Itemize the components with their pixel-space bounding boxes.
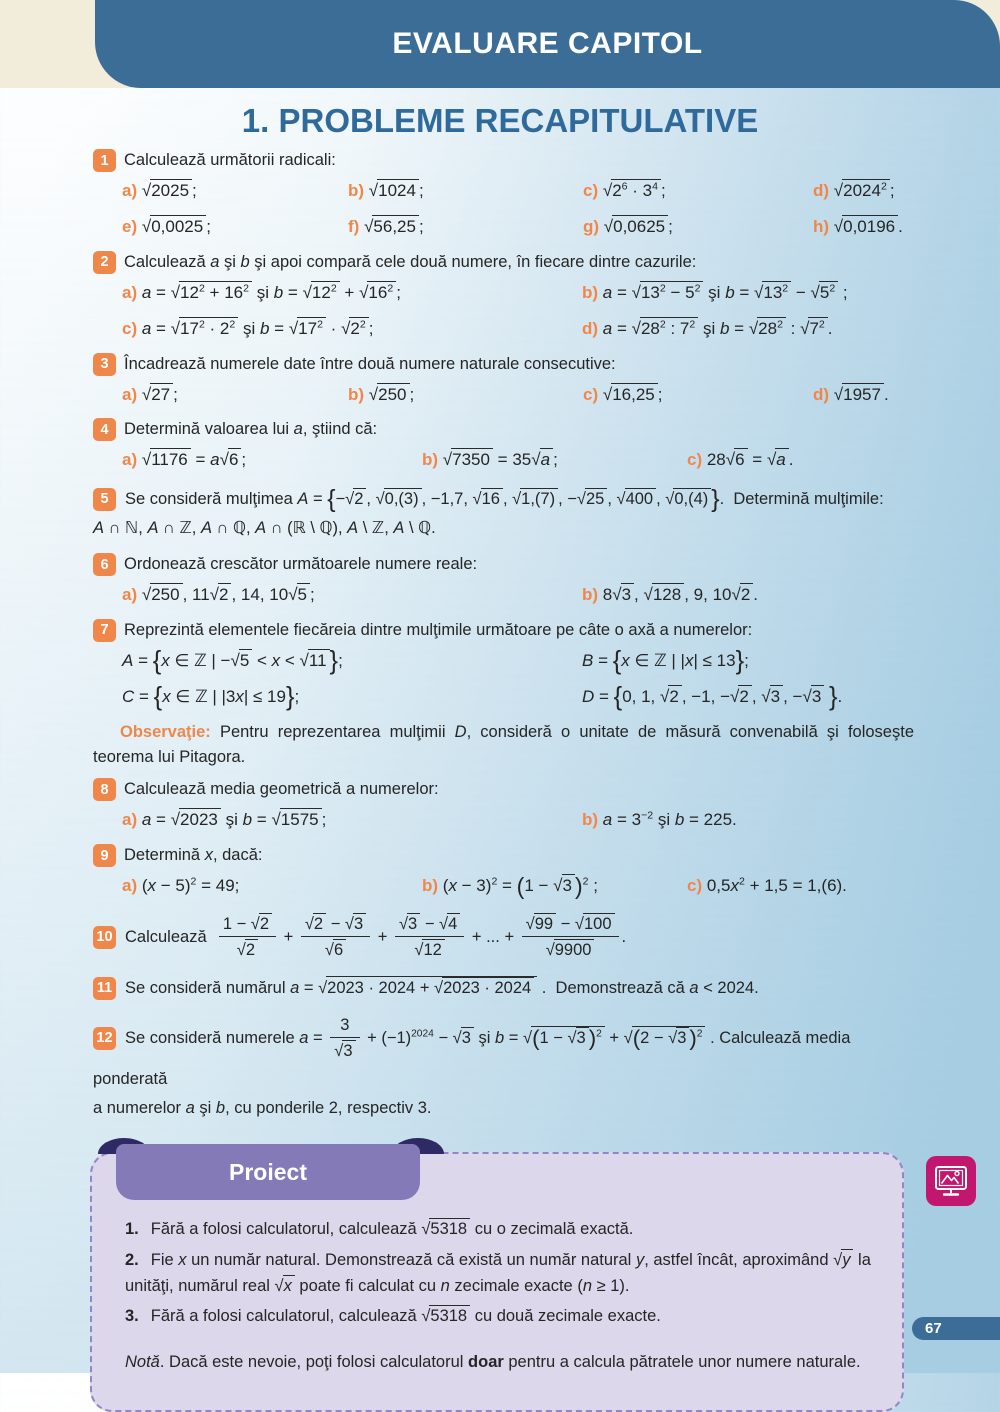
problem-parts-row: [93, 872, 914, 901]
problem-number-badge: 1: [93, 149, 116, 172]
part: a) √250 , 11√2 , 14, 10√5 ;: [122, 585, 315, 605]
proiect-banner: [116, 1144, 420, 1200]
problem-title: Reprezintă elementele fiecăreia dintre mulţimile următoare pe câte o axă a numerelor:: [124, 620, 753, 639]
part: f) √56,25 ;: [348, 216, 424, 236]
proiect-item-number: 1.: [125, 1220, 139, 1239]
problem-number-badge: 4: [93, 418, 116, 441]
observation-note: Observaţie: Pentru reprezentarea mulţimii D, consideră o unitate de măsură convenabilă şi foloseşte teorema lui Pitagora.: [93, 722, 914, 766]
problem-4: [93, 418, 914, 475]
media-screen-icon[interactable]: [926, 1156, 976, 1206]
problem-flow-text: Calculează $\frac{1 - √2}{√2}$ + $\frac{√2 - √3}{√6}$ + $\frac{√3 - √4}{√12}$ + ... + $\frac{√99 - √100}{√9900}$ .: [125, 928, 626, 946]
part: b) √250 ;: [348, 384, 415, 404]
part: c) $0,5x^2 + 1,5 = 1,(6)$.: [687, 875, 847, 896]
part: b) 8√3 , √128 , 9, 10√2 .: [582, 585, 759, 605]
proiect-title: Proiect: [229, 1158, 307, 1185]
part: D = {0, 1, √2 , −1, −√2 , √3 , −√3 }.: [582, 682, 843, 711]
page-top-strip: [0, 0, 1000, 88]
problems-list: [0, 149, 1000, 1412]
problem-number-badge: 5: [93, 488, 116, 511]
proiect-item-number: 3.: [125, 1307, 139, 1326]
problem-text: [93, 1013, 914, 1123]
problem-parts-row: [93, 381, 914, 410]
problem-1: [93, 149, 914, 242]
proiect-item-number: 2.: [125, 1250, 139, 1269]
part: c) $√2^6 \cdot 3^4$ ;: [583, 180, 666, 200]
problem-parts-row: [93, 315, 914, 344]
part: C = {x ∈ ℤ | |3x| ≤ 19};: [122, 682, 300, 711]
problem-flow-text: Se consideră numerele a = $\frac{3}{√3}$ + $(-1)^{2024} - √3$ şi b = √(1 − √3 )$^2$ + √(2 − √3 )$^2$ . Calculează media ponderată a numerelor a şi b, cu ponderile 2, respectiv 3.: [93, 1015, 851, 1117]
part: A = {x ∈ ℤ | −√5 < x < √11 };: [122, 647, 343, 676]
problem-3: [93, 353, 914, 410]
proiect-item-text: Fără a folosi calculatorul, calculează √5318 cu o zecimală exactă.: [150, 1220, 634, 1239]
problem-number-badge: 2: [93, 251, 116, 274]
part: c) 28√6 = √a .: [687, 450, 794, 470]
problem-parts-row: [93, 581, 914, 610]
problem-parts-row: [93, 213, 914, 242]
proiect-item-text: Fără a folosi calculatorul, calculează √5318 cu două zecimale exacte.: [150, 1307, 661, 1326]
proiect-item-text: Fie x un număr natural. Demonstrează că există un număr natural y, astfel încât, aproximând √y la unităţi, numărul real √x poate fi calculat cu n zecimale exacte (n ≥ 1).: [125, 1250, 871, 1295]
problem-number-badge: 7: [93, 619, 116, 642]
problem-8: [93, 778, 914, 835]
problem-7: [93, 619, 914, 712]
chapter-banner-title: EVALUARE CAPITOL: [392, 27, 703, 60]
proiect-nota: Notă. Dacă este nevoie, poţi folosi calculatorul doar pentru a calcula pătratele unor numere naturale.: [125, 1352, 861, 1371]
problem-2: [93, 251, 914, 344]
problem-6: [93, 553, 914, 610]
part: g) √0,0625 ;: [583, 216, 673, 236]
part: d) √2024$^2$ ;: [813, 180, 895, 200]
problem-12: [93, 1013, 914, 1123]
problem-parts-row: [93, 279, 914, 308]
problem-parts-row: [93, 683, 914, 712]
part: e) √0,0025 ;: [122, 216, 211, 236]
problem-number-badge: 3: [93, 353, 116, 376]
problem-title: Încadrează numerele date între două numere naturale consecutive:: [124, 354, 616, 373]
proiect-item: [125, 1217, 872, 1243]
problem-number-badge: 9: [93, 844, 116, 867]
problem-number-badge: 11: [93, 977, 116, 1000]
part: b) $a = √13^2 - 5^2$ şi $b = √13^2 - √5^2$ ;: [582, 282, 848, 302]
part: a) a = √2023 şi b = √1575 ;: [122, 810, 327, 830]
problem-parts-row: [93, 177, 914, 206]
page-number: 67: [925, 1320, 942, 1337]
problem-10: [93, 911, 914, 964]
part: a) √1176 = a√6 ;: [122, 450, 247, 470]
problem-title: Determină x, dacă:: [124, 846, 263, 865]
problem-11: [93, 974, 914, 1003]
problem-text: [93, 974, 914, 1003]
problem-text: [93, 485, 914, 543]
problem-title: Calculează a şi b şi apoi compară cele două numere, în fiecare dintre cazurile:: [124, 252, 697, 271]
part: a) $(x - 5)^2 = 49$;: [122, 875, 240, 896]
proiect-item: [125, 1304, 872, 1330]
problem-title: Ordonează crescător următoarele numere reale:: [124, 555, 478, 574]
problem-title: Calculează media geometrică a numerelor:: [124, 780, 439, 799]
problem-title: Calculează următorii radicali:: [124, 151, 336, 169]
problem-title: Determină valoarea lui a, ştiind că:: [124, 420, 378, 439]
problem-number-badge: 8: [93, 778, 116, 801]
part: b) √7350 = 35√a ;: [422, 450, 558, 470]
part: d) √1957 .: [813, 384, 889, 404]
problem-parts-row: [93, 446, 914, 475]
part: b) √1024 ;: [348, 181, 424, 200]
part: c) $a = √17^2 \cdot 2^2$ şi $b = √17^2 \cdot √2^2$ ;: [122, 318, 374, 338]
problem-number-badge: 10: [93, 926, 116, 949]
part: c) √16,25 ;: [583, 384, 663, 404]
problem-parts-row: [93, 647, 914, 676]
problem-9: [93, 844, 914, 901]
part: a) √2025 ;: [122, 181, 197, 200]
problem-parts-row: [93, 806, 914, 835]
part: b) $a = 3^{-2}$ şi b = 225.: [582, 809, 737, 830]
part: B = {x ∈ ℤ | |x| ≤ 13};: [582, 647, 749, 676]
page-number-badge: [912, 1317, 1000, 1340]
part: d) $a = √28^2$ : $7^2$ şi $b = √28^2$ : $√7^2$ .: [582, 318, 833, 338]
problem-number-badge: 12: [93, 1027, 116, 1050]
part: a) √27 ;: [122, 384, 178, 404]
problem-text: [93, 911, 914, 964]
part: h) √0,0196 .: [813, 216, 903, 236]
part: a) $a = √12^2 + 16^2$ şi $b = √12^2 + √16^2$ ;: [122, 282, 401, 302]
problem-5: [93, 485, 914, 543]
problem-number-badge: 6: [93, 553, 116, 576]
problem-flow-text: Se consideră mulţimea A = {−√2 , √0,(3) , −1,7, √16 , √1,(7) , −√25 , √400 , √0,(4) }. Determină mulţimile: A ∩ ℕ, A ∩ ℤ, A ∩ ℚ, A ∩ (ℝ \ ℚ), A \ ℤ, A \ ℚ.: [93, 486, 884, 538]
page-title: 1. PROBLEME RECAPITULATIVE: [241, 102, 759, 139]
chapter-banner: [95, 0, 1000, 88]
proiect-item: [125, 1248, 872, 1299]
problem-flow-text: Se consideră numărul a = √2023 · 2024 + √2023 · 2024 . Demonstrează că a < 2024.: [125, 979, 759, 997]
part: b) $(x - 3)^2 = (1 - √3$ )$^2$ ;: [422, 872, 598, 899]
